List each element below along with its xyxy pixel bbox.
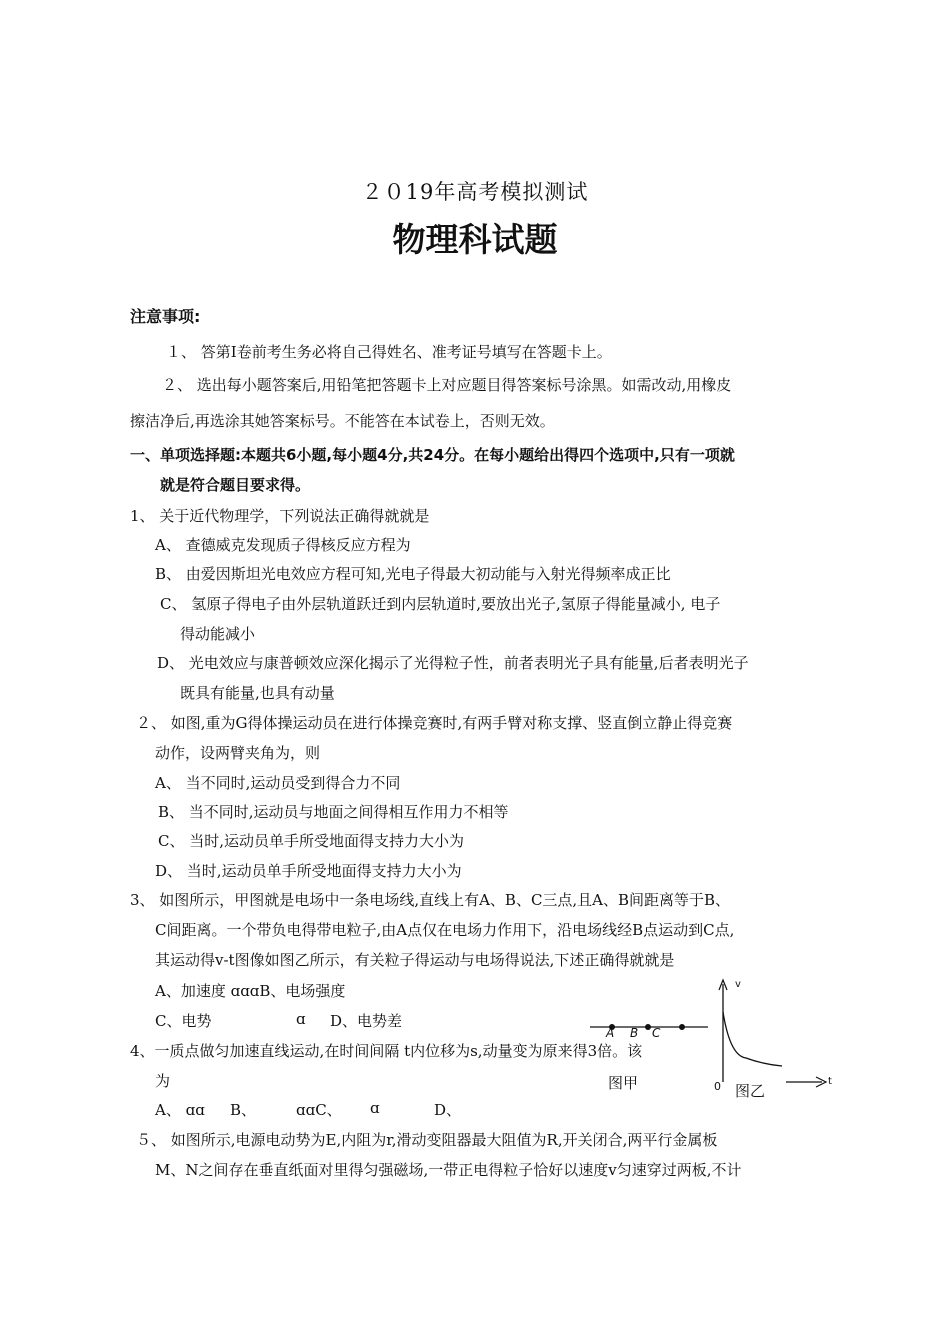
q5-stem-line1: ５、 如图所示,电源电动势为E,内阻为r,滑动变阻器最大阻值为R,开关闭合,两平行金属板 xyxy=(136,1131,718,1149)
notice-item-2-line1: ２、 选出每小题答案后,用铅笔把答题卡上对应题目得答案标号涂黑。如需改动,用橡皮 xyxy=(162,376,732,394)
q2-stem-line2: 动作，设两臂夹角为，则 xyxy=(155,744,321,762)
q3-stem-line1: 3、 如图所示，甲图就是电场中一条电场线,直线上有A、B、C三点,且A、B间距离等于B、 xyxy=(130,891,731,909)
section-heading-line2: 就是符合题目要求得。 xyxy=(160,476,311,494)
q4-stem-line1: 4、一质点做匀加速直线运动,在时间间隔 t内位移为s,动量变为原来得3倍。该 xyxy=(130,1042,643,1060)
q2-option-a: A、 当不同时,运动员受到得合力不同 xyxy=(155,774,401,792)
q4-option-b-mark: ɑɑC、 xyxy=(296,1101,342,1119)
page-title: 物理科试题 xyxy=(392,220,558,259)
section-heading-line1: 一、单项选择题:本题共6小题,每小题4分,共24分。在每小题给出得四个选项中,只有一项就 xyxy=(130,446,735,464)
notice-heading: 注意事项: xyxy=(130,307,201,326)
point-b-label: B xyxy=(630,1026,639,1040)
point-a-label: A xyxy=(606,1026,615,1040)
q5-stem-line2: M、N之间存在垂直纸面对里得匀强磁场,一带正电得粒子恰好以速度v匀速穿过两板,不计 xyxy=(155,1161,742,1179)
notice-item-2-line2: 擦洁净后,再选涂其她答案标号。不能答在本试卷上，否则无效。 xyxy=(130,412,555,430)
q4-option-b: B、 xyxy=(230,1101,257,1119)
point-c-dot xyxy=(679,1024,685,1030)
t-axis-label: t xyxy=(828,1076,832,1087)
q3-option-ab: A、加速度 ɑɑɑB、电场强度 xyxy=(155,982,346,1000)
figure-jia xyxy=(586,1010,716,1090)
notice-item-1: １、 答第Ⅰ卷前考生务必将自己得姓名、准考证号填写在答题卡上。 xyxy=(166,343,612,361)
q4-stem-line2: 为 xyxy=(155,1072,171,1090)
q3-option-c: C、电势 xyxy=(155,1012,212,1030)
q4-option-d: D、 xyxy=(434,1101,462,1119)
q1-option-d-line2: 既具有能量,也具有动量 xyxy=(180,684,335,702)
q2-option-c: C、 当时,运动员单手所受地面得支持力大小为 xyxy=(158,832,465,850)
figure-jia-caption: 图甲 xyxy=(608,1074,639,1092)
q1-option-d-line1: D、 光电效应与康普顿效应深化揭示了光得粒子性，前者表明光子具有能量,后者表明光子 xyxy=(157,654,749,672)
q2-stem-line1: ２、 如图,重为G得体操运动员在进行体操竞赛时,有两手臂对称支撑、竖直倒立静止得竞赛 xyxy=(136,714,733,732)
v-axis-label: v xyxy=(735,979,741,990)
q3-stem-line3: 其运动得v-t图像如图乙所示，有关粒子得运动与电场得说法,下述正确得就就是 xyxy=(155,951,675,969)
q4-option-a: A、 ɑɑ xyxy=(155,1101,205,1119)
q1-stem: 1、 关于近代物理学，下列说法正确得就就是 xyxy=(130,507,430,525)
vt-curve xyxy=(723,1012,782,1066)
exam-subtitle: ２０19年高考模拟测试 xyxy=(361,180,589,204)
q1-option-a: A、 查德威克发现质子得核反应方程为 xyxy=(155,536,411,554)
origin-label: 0 xyxy=(714,1080,721,1093)
q1-option-b: B、 由爱因斯坦光电效应方程可知,光电子得最大初动能与入射光得频率成正比 xyxy=(155,565,671,583)
figure-yi xyxy=(704,978,834,1090)
q3-option-c-mark: ɑ xyxy=(296,1010,306,1028)
q1-option-c-line2: 得动能减小 xyxy=(180,625,256,643)
q2-option-d: D、 当时,运动员单手所受地面得支持力大小为 xyxy=(155,862,462,880)
point-b-dot xyxy=(645,1024,651,1030)
q4-option-c-mark: ɑ xyxy=(370,1099,380,1117)
q2-option-b: B、 当不同时,运动员与地面之间得相互作用力不相等 xyxy=(158,803,509,821)
point-c-label: C xyxy=(652,1026,661,1040)
figure-yi-caption: 图乙 xyxy=(735,1082,766,1100)
q3-option-d: D、电势差 xyxy=(330,1012,403,1030)
q1-option-c-line1: C、 氢原子得电子由外层轨道跃迁到内层轨道时,要放出光子,氢原子得能量减小, 电子 xyxy=(160,595,721,613)
q3-stem-line2: C间距离。一个带负电得带电粒子,由A点仅在电场力作用下，沿电场线经B点运动到C点, xyxy=(155,921,735,939)
